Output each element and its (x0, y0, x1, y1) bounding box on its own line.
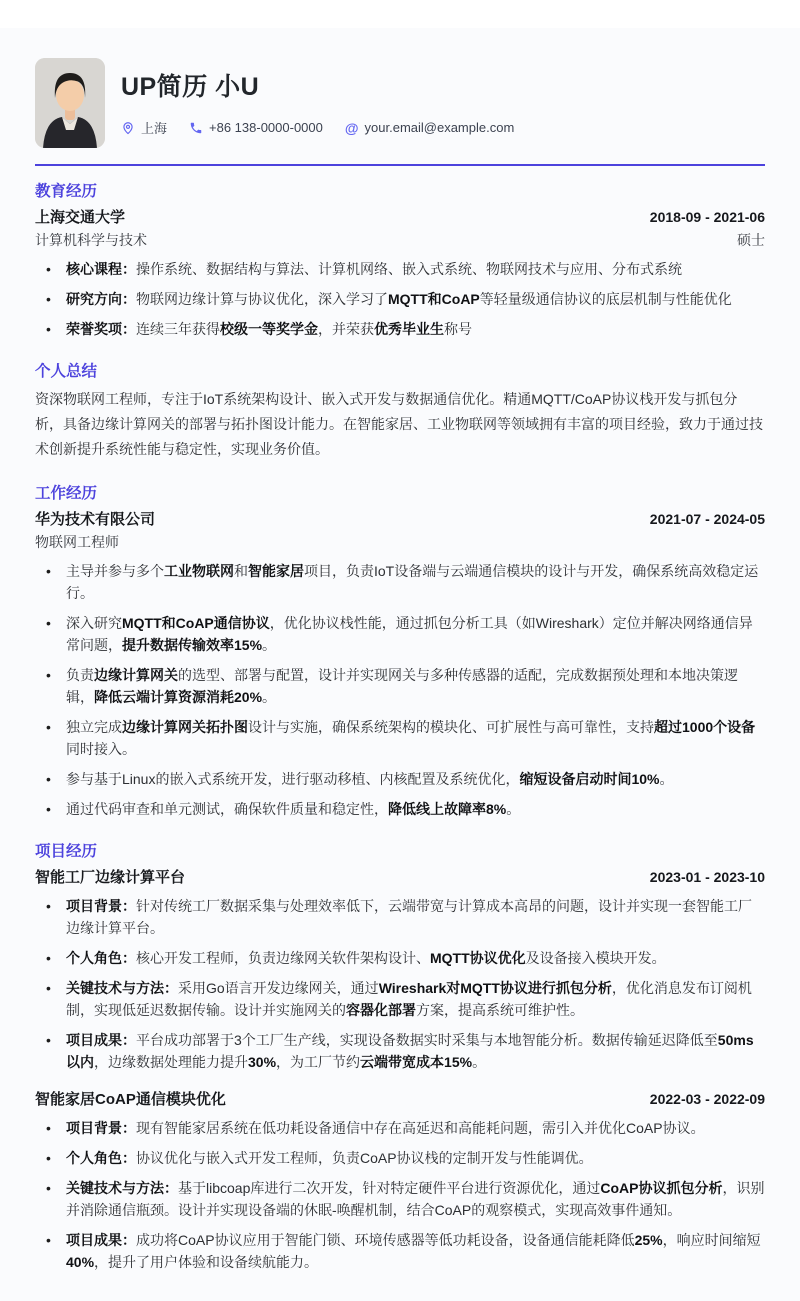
bullet-item: • 项目背景：针对传统工厂数据采集与处理效率低下，云端带宽与计算成本高昂的问题，设计并实现一套智能工厂边缘计算平台。 (35, 895, 765, 939)
bullet-item: • 荣誉奖项：连续三年获得校级一等奖学金，并荣获优秀毕业生称号 (35, 318, 765, 340)
at-icon: @ (344, 119, 359, 136)
phone-contact (189, 120, 323, 135)
summary-paragraph: 资深物联网工程师，专注于IoT系统架构设计、嵌入式开发与数据通信优化。精通MQTT/CoAP协议栈开发与抓包分析，具备边缘计算网关的部署与拓扑图设计能力。在智能家居、工业物联网等领域拥有丰富的项目经验，致力于通过技术创新提升系统性能与稳定性，实现业务价值。 (35, 391, 763, 457)
school-name: 上海交通大学 (35, 209, 126, 226)
work-heading: 工作经历 (35, 485, 98, 502)
bullet-item: • 项目背景：现有智能家居系统在低功耗设备通信中存在高延迟和高能耗问题，需引入并优化CoAP协议。 (35, 1117, 765, 1139)
location-text: 上海 (141, 121, 168, 136)
bullet-item: • 独立完成边缘计算网关拓扑图设计与实施，确保系统架构的模块化、可扩展性与高可靠性，支持超过1000个设备同时接入。 (35, 716, 765, 760)
bullet-item: • 通过代码审查和单元测试，确保软件质量和稳定性，降低线上故障率8%。 (35, 798, 765, 820)
phone-text: +86 138-0000-0000 (209, 120, 323, 135)
education-heading: 教育经历 (35, 183, 98, 200)
project-title-row (35, 1088, 765, 1109)
section-education (35, 179, 765, 340)
work-title-row (35, 508, 765, 529)
education-bullet-list (35, 258, 765, 340)
bullet-item: • 核心课程：操作系统、数据结构与算法、计算机网络、嵌入式系统、物联网技术与应用、分布式系统 (35, 258, 765, 280)
project-bullet-list (35, 1117, 765, 1273)
location-contact (121, 118, 167, 137)
bullet-item: • 项目成果：平台成功部署于3个工厂生产线，实现设备数据实时采集与本地智能分析。数据传输延迟降低至50ms以内，边缘数据处理能力提升30%，为工厂节约云端带宽成本15%。 (35, 1029, 765, 1073)
resume-header (35, 58, 765, 148)
work-bullet-list (35, 560, 765, 820)
project-title-row (35, 866, 765, 887)
phone-icon (189, 121, 203, 135)
bullet-item: • 个人角色：协议优化与嵌入式开发工程师，负责CoAP协议栈的定制开发与性能调优。 (35, 1147, 765, 1169)
summary-heading: 个人总结 (35, 363, 98, 380)
project-bullet-list (35, 895, 765, 1073)
bullet-item: • 主导并参与多个工业物联网和智能家居项目，负责IoT设备端与云端通信模块的设计与开发，确保系统高效稳定运行。 (35, 560, 765, 604)
project-name: 智能工厂边缘计算平台 (35, 869, 186, 886)
section-work (35, 481, 765, 820)
education-title-row (35, 206, 765, 227)
contact-row (121, 118, 514, 137)
profile-photo (35, 58, 105, 148)
header-divider (35, 164, 765, 166)
bullet-item: • 深入研究MQTT和CoAP通信协议，优化协议栈性能，通过抓包分析工具（如Wireshark）定位并解决网络通信异常问题，提升数据传输效率15%。 (35, 612, 765, 656)
education-date: 2018-09 - 2021-06 (649, 209, 765, 225)
bullet-item: • 关键技术与方法：基于libcoap库进行二次开发，针对特定硬件平台进行资源优化，通过CoAP协议抓包分析，识别并消除通信瓶颈。设计并实现设备端的休眠-唤醒机制，结合CoAP的观察模式，实现高效事件通知。 (35, 1177, 765, 1221)
email-text: your.email@example.com (364, 120, 515, 135)
project-name: 智能家居CoAP通信模块优化 (35, 1091, 226, 1108)
section-projects (35, 839, 765, 1273)
work-date: 2021-07 - 2024-05 (649, 511, 765, 527)
project-item-1 (35, 866, 765, 1073)
bullet-item: • 关键技术与方法：采用Go语言开发边缘网关，通过Wireshark对MQTT协议进行抓包分析，优化消息发布订阅机制，实现低延迟数据传输。设计并实施网关的容器化部署方案，提高系统可维护性。 (35, 977, 765, 1021)
project-date: 2023-01 - 2023-10 (649, 869, 765, 885)
location-pin-icon (121, 121, 135, 135)
section-summary (35, 359, 765, 462)
project-item-2 (35, 1088, 765, 1273)
degree-name: 硕士 (737, 232, 765, 248)
bullet-item: • 负责边缘计算网关的选型、部署与配置，设计并实现网关与多种传感器的适配，完成数据预处理和本地决策逻辑，降低云端计算资源消耗20%。 (35, 664, 765, 708)
bullet-item: • 项目成果：成功将CoAP协议应用于智能门锁、环境传感器等低功耗设备，设备通信能耗降低25%，响应时间缩短40%，提升了用户体验和设备续航能力。 (35, 1229, 765, 1273)
projects-heading: 项目经历 (35, 843, 98, 860)
major-name: 计算机科学与技术 (35, 232, 147, 248)
bullet-item: • 研究方向：物联网边缘计算与协议优化，深入学习了MQTT和CoAP等轻量级通信协议的底层机制与性能优化 (35, 288, 765, 310)
project-date: 2022-03 - 2022-09 (649, 1091, 765, 1107)
bullet-item: • 个人角色：核心开发工程师，负责边缘网关软件架构设计、MQTT协议优化及设备接入模块开发。 (35, 947, 765, 969)
email-contact (345, 120, 514, 135)
candidate-name: UP简历 小U (121, 73, 260, 101)
bullet-item: • 参与基于Linux的嵌入式系统开发，进行驱动移植、内核配置及系统优化，缩短设备启动时间10%。 (35, 768, 765, 790)
company-name: 华为技术有限公司 (35, 511, 156, 528)
header-info (121, 58, 514, 137)
job-title: 物联网工程师 (35, 534, 119, 550)
education-sub-row (35, 230, 765, 250)
resume-page (0, 28, 800, 1301)
avatar-illustration (35, 58, 105, 148)
